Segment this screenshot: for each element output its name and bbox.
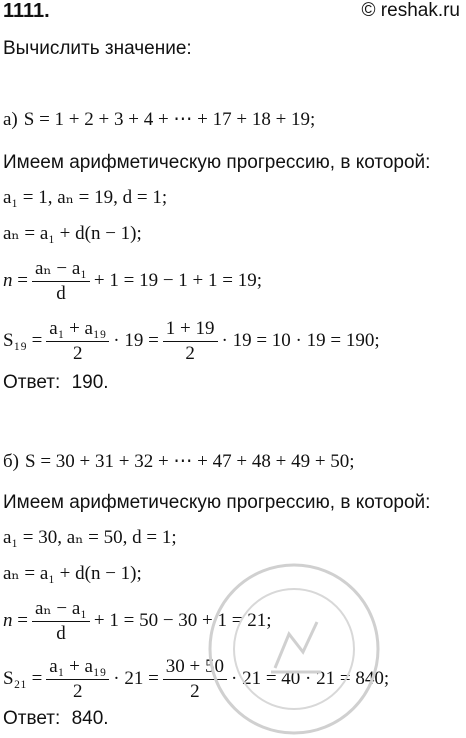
part-a-n-equation (3, 250, 262, 312)
n-symbol: n = (3, 270, 28, 291)
fraction-numerator: aₙ − a₁ (32, 597, 90, 622)
part-a-sum-fraction-1 (46, 317, 109, 366)
part-b-formula: aₙ = a₁ + d(n − 1); (3, 563, 142, 584)
part-b-n-fraction (32, 597, 90, 646)
n-symbol: n = (3, 610, 28, 631)
sum-middle: · 21 = (113, 668, 159, 689)
sum-lhs: S₂₁ = (3, 668, 43, 689)
part-a-sum (3, 108, 315, 132)
fraction-numerator: 30 + 50 (163, 655, 227, 680)
part-b-params: a₁ = 30, aₙ = 50, d = 1; (3, 527, 177, 548)
part-a-formula: aₙ = a₁ + d(n − 1); (3, 223, 142, 244)
part-b-answer (3, 708, 109, 730)
task-title: Вычислить значение: (3, 38, 192, 59)
part-b-n-equation (3, 590, 272, 652)
part-b-intro: Имеем арифметическую прогрессию, в которой: (3, 492, 431, 513)
part-b-sum (3, 450, 355, 474)
answer-label: Ответ: (3, 708, 61, 729)
part-b-sum-formula (3, 648, 389, 710)
sum-result: · 19 = 10 · 19 = 190; (221, 330, 380, 351)
fraction-numerator: a₁ + a₁₉ (46, 655, 109, 680)
answer-label: Ответ: (3, 372, 61, 393)
fraction-denominator: 2 (190, 680, 200, 702)
fraction-denominator: 2 (185, 342, 195, 364)
part-b-label: б) (3, 451, 19, 472)
fraction-denominator: d (56, 622, 66, 644)
part-a-sum-expression: S = 1 + 2 + 3 + 4 + ⋯ + 17 + 18 + 19; (23, 109, 316, 130)
part-a-n-fraction (32, 257, 90, 306)
answer-value: 840. (71, 708, 109, 729)
fraction-denominator: 2 (73, 342, 83, 364)
part-b-n-result: + 1 = 50 − 30 + 1 = 21; (93, 610, 272, 631)
part-a-label: а) (3, 109, 18, 130)
part-a-sum-formula (3, 310, 380, 372)
sum-lhs: S₁₉ = (3, 330, 43, 351)
fraction-numerator: 1 + 19 (163, 317, 218, 342)
part-b-sum-fraction-1 (46, 655, 109, 704)
copyright-label: © reshak.ru (361, 0, 460, 21)
sum-middle: · 19 = (113, 330, 159, 351)
part-a-n-result: + 1 = 19 − 1 + 1 = 19; (93, 270, 263, 291)
part-b-sum-expression: S = 30 + 31 + 32 + ⋯ + 47 + 48 + 49 + 50; (25, 451, 355, 472)
answer-value: 190. (71, 372, 109, 393)
sum-result: · 21 = 40 · 21 = 840; (231, 668, 390, 689)
part-a-answer (3, 372, 109, 394)
fraction-numerator: a₁ + a₁₉ (46, 317, 109, 342)
part-a-intro: Имеем арифметическую прогрессию, в которой: (3, 152, 431, 173)
fraction-denominator: d (56, 282, 66, 304)
fraction-numerator: aₙ − a₁ (32, 257, 90, 282)
part-b-sum-fraction-2 (163, 655, 227, 704)
part-a-sum-fraction-2 (163, 317, 218, 366)
fraction-denominator: 2 (73, 680, 83, 702)
problem-number: 1111. (3, 0, 50, 22)
part-a-params: a₁ = 1, aₙ = 19, d = 1; (3, 187, 168, 208)
